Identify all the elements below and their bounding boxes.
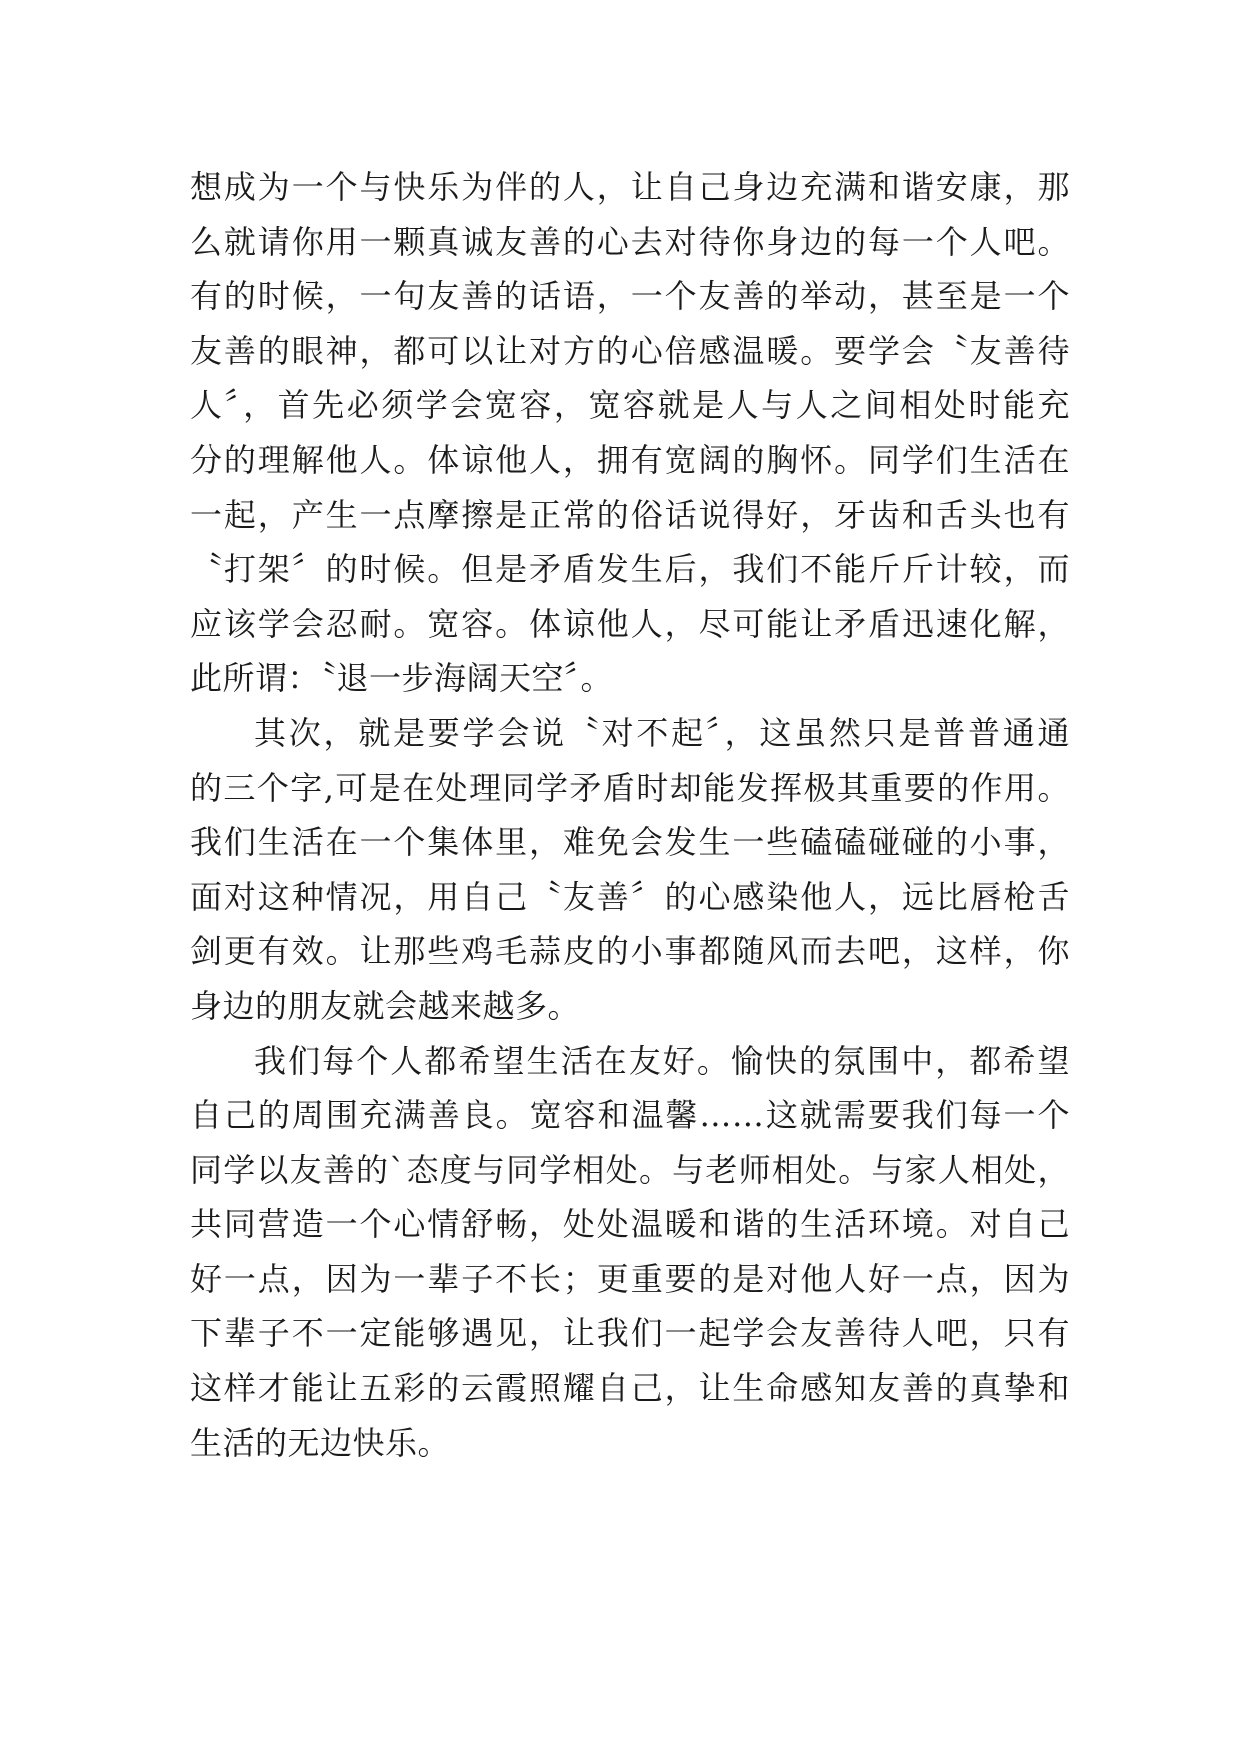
paragraph-1-line-1: 想成为一个与快乐为伴的人，让自己身边充满和谐安康，那	[190, 168, 1070, 206]
paragraph-3-line-4: 共同营造一个心情舒畅，处处温暖和谐的生活环境。对自己	[190, 1205, 1070, 1244]
paragraph-2-line-3: 我们生活在一个集体里，难免会发生一些磕磕碰碰的小事，	[190, 823, 1070, 862]
paragraph-1-line-5: 人〞，首先必须学会宽容，宽容就是人与人之间相处时能充	[190, 386, 1070, 425]
paragraph-2-line-5: 剑更有效。让那些鸡毛蒜皮的小事都随风而去吧，这样，你	[190, 932, 1070, 971]
document-body	[190, 160, 1070, 1470]
paragraph-2-line-6: 身边的朋友就会越来越多。	[190, 986, 581, 1025]
paragraph-3-line-1: 我们每个人都希望生活在友好。愉快的氛围中，都希望	[254, 1041, 1070, 1080]
paragraph-3-line-2: 自己的周围充满善良。宽容和温馨……这就需要我们每一个	[190, 1096, 1070, 1135]
paragraph-1-line-9: 应该学会忍耐。宽容。体谅他人，尽可能让矛盾迅速化解，	[190, 604, 1070, 643]
paragraph-1-line-7: 一起，产生一点摩擦是正常的俗话说得好，牙齿和舌头也有	[190, 495, 1070, 534]
paragraph-3-line-3: 同学以友善的`态度与同学相处。与老师相处。与家人相处，	[190, 1150, 1070, 1189]
paragraph-2-line-1: 其次，就是要学会说〝对不起〞，这虽然只是普普通通	[254, 713, 1070, 752]
paragraph-1-line-2: 么就请你用一颗真诚友善的心去对待你身边的每一个人吧。	[190, 222, 1070, 261]
paragraph-3-line-5: 好一点，因为一辈子不长；更重要的是对他人好一点，因为	[190, 1259, 1070, 1298]
paragraph-1-line-6: 分的理解他人。体谅他人，拥有宽阔的胸怀。同学们生活在	[190, 440, 1070, 479]
paragraph-1-line-3: 有的时候，一句友善的话语，一个友善的举动，甚至是一个	[190, 277, 1070, 316]
paragraph-3-line-8: 生活的无边快乐。	[190, 1423, 451, 1462]
paragraph-2-line-4: 面对这种情况，用自己〝友善〞的心感染他人，远比唇枪舌	[190, 877, 1070, 916]
paragraph-3-line-7: 这样才能让五彩的云霞照耀自己，让生命感知友善的真挚和	[190, 1369, 1070, 1408]
paragraph-3-line-6: 下辈子不一定能够遇见，让我们一起学会友善待人吧，只有	[190, 1314, 1070, 1353]
paragraph-1-line-10: 此所谓：〝退一步海阔天空〞。	[190, 659, 614, 698]
paragraph-2-line-2: 的三个字,可是在处理同学矛盾时却能发挥极其重要的作用。	[190, 768, 1070, 807]
paragraph-1-line-4: 友善的眼神，都可以让对方的心倍感温暖。要学会〝友善待	[190, 331, 1070, 370]
paragraph-1-line-8: 〝打架〞的时候。但是矛盾发生后，我们不能斤斤计较，而	[190, 550, 1070, 589]
